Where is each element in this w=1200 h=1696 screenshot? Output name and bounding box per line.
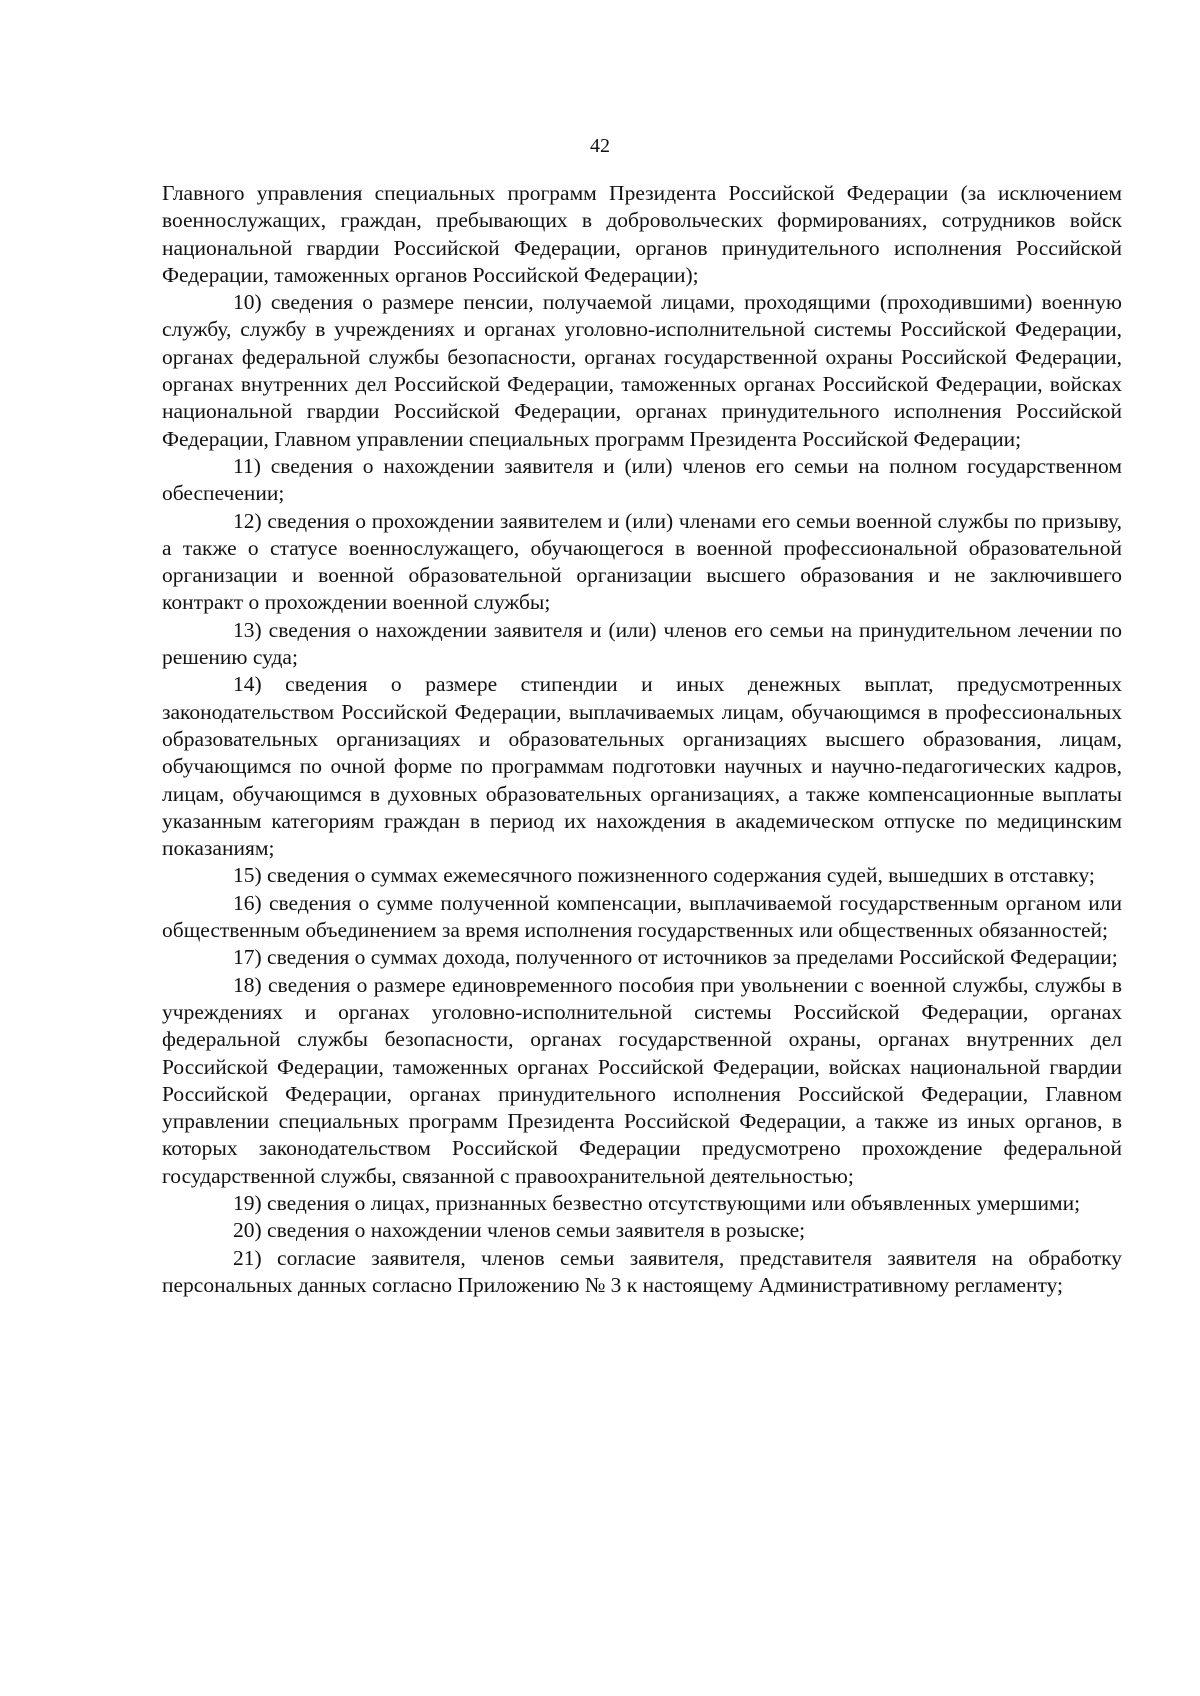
paragraph-item-16: 16) сведения о сумме полученной компенсации, выплачиваемой государственным органом или общественным объединением за время исполнения государственных или общественных обязанностей;: [162, 890, 1122, 943]
paragraph-item-21: 21) согласие заявителя, членов семьи заявителя, представителя заявителя на обработку персональных данных согласно Приложению № 3 к настоящему Административному регламенту;: [162, 1245, 1122, 1297]
paragraph-item-20: 20) сведения о нахождении членов семьи заявителя в розыске;: [233, 1218, 806, 1243]
page-number: 42: [590, 135, 610, 157]
paragraph-item-19: 19) сведения о лицах, признанных безвестно отсутствующими или объявленных умершими;: [233, 1190, 1081, 1215]
document-body: [162, 180, 1122, 1299]
paragraph-item-11: 11) сведения о нахождении заявителя и (или) членов его семьи на полном государственном обеспечении;: [162, 453, 1122, 506]
paragraph-item-18: 18) сведения о размере единовременного пособия при увольнении с военной службы, службы в учреждениях и органах уголовно-исполнительной системы Российской Федерации, органах федеральной службы безопасности, органах государственной охраны, органах внутренних дел Российской Федерации, таможенных органах Российской Федерации, войсках национальной гвардии Российской Федерации, органах принудительного исполнения Российской Федерации, Главном управлении специальных программ Президента Российской Федерации, а также из иных органов, в которых законодательством Российской Федерации предусмотрено прохождение федеральной государственной службы, связанной с правоохранительной деятельностью;: [162, 972, 1122, 1188]
paragraph-item-13: 13) сведения о нахождении заявителя и (или) членов его семьи на принудительном лечении по решению суда;: [162, 617, 1122, 670]
paragraph-item-12: 12) сведения о прохождении заявителем и (или) членами его семьи военной службы по призыву, а также о статусе военнослужащего, обучающегося в военной профессиональной образовательной организации и военной образовательной организации высшего образования и не заключившего контракт о прохождении военной службы;: [162, 508, 1122, 615]
paragraph-item-10: 10) сведения о размере пенсии, получаемой лицами, проходящими (проходившими) военную службу, службу в учреждениях и органах уголовно-исполнительной системы Российской Федерации, органах федеральной службы безопасности, органах государственной охраны Российской Федерации, органах внутренних дел Российской Федерации, таможенных органах Российской Федерации, войсках национальной гвардии Российской Федерации, органах принудительного исполнения Российской Федерации, Главном управлении специальных программ Президента Российской Федерации;: [162, 290, 1122, 451]
paragraph-item-15: 15) сведения о суммах ежемесячного пожизненного содержания судей, вышедших в отставку;: [233, 863, 1095, 888]
paragraph-continuation: Главного управления специальных программ Президента Российской Федерации (за исключением военнослужащих, граждан, пребывающих в добровольческих формированиях, сотрудников войск национальной гвардии Российской Федерации, органов принудительного исполнения Российской Федерации, таможенных органов Российской Федерации);: [162, 181, 1122, 287]
paragraph-item-17: 17) сведения о суммах дохода, полученного от источников за пределами Российской Федерации;: [233, 945, 1118, 970]
paragraph-item-14: 14) сведения о размере стипендии и иных денежных выплат, предусмотренных законодательством Российской Федерации, выплачиваемых лицам, обучающимся в профессиональных образовательных организациях и образовательных организациях высшего образования, лицам, обучающимся по очной форме по программам подготовки научных и научно-педагогических кадров, лицам, обучающимся в духовных образовательных организациях, а также компенсационные выплаты указанным категориям граждан в период их нахождения в академическом отпуске по медицинским показаниям;: [162, 672, 1122, 861]
